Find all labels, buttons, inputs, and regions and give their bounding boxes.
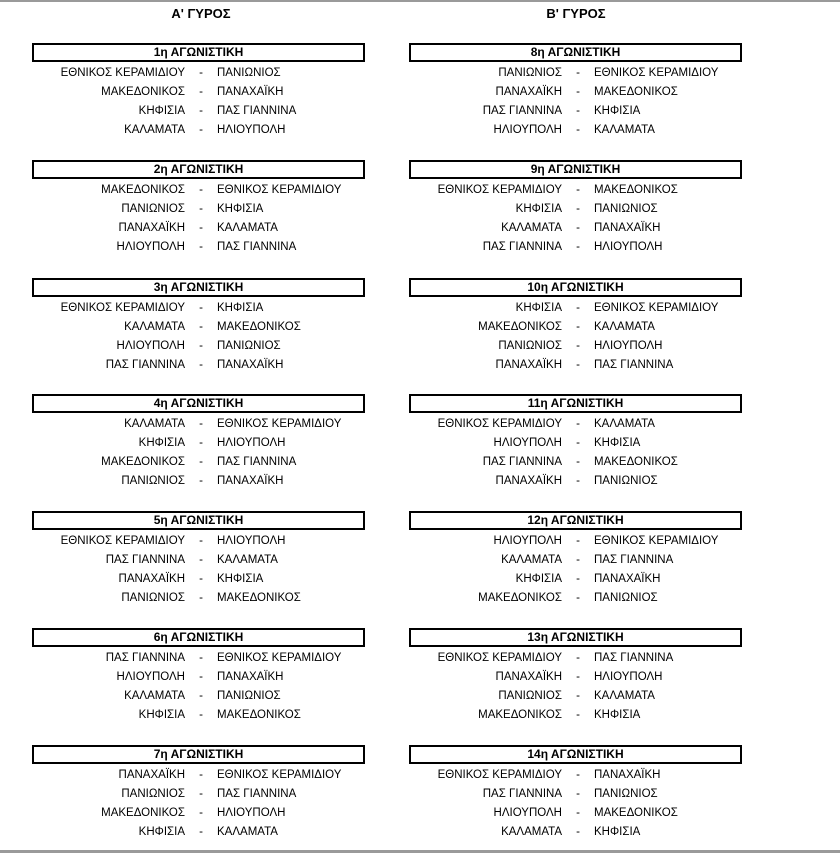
home-team: ΠΑΝΙΩΝΙΟΣ (121, 203, 185, 215)
away-team: ΗΛΙΟΥΠΟΛΗ (217, 437, 286, 449)
home-team: ΕΘΝΙΚΟΣ ΚΕΡΑΜΙΔΙΟΥ (60, 302, 185, 314)
home-team: ΚΗΦΙΣΙΑ (138, 437, 185, 449)
home-team: ΠΑΝΑΧΑΪΚΗ (118, 573, 185, 585)
match-row (409, 65, 809, 81)
match-separator: - (199, 437, 203, 449)
match-separator: - (199, 554, 203, 566)
match-separator: - (199, 184, 203, 196)
match-row (32, 805, 432, 821)
match-row (409, 473, 809, 489)
match-separator: - (199, 418, 203, 430)
matchday-header: 7η ΑΓΩΝΙΣΤΙΚΗ (32, 745, 365, 764)
match-row (32, 669, 432, 685)
match-row (409, 300, 809, 316)
away-team: ΚΑΛΑΜΑΤΑ (217, 222, 278, 234)
home-team: ΠΑΝΑΧΑΪΚΗ (495, 359, 562, 371)
away-team: ΠΑΝΑΧΑΪΚΗ (217, 671, 284, 683)
match-separator: - (576, 826, 580, 838)
home-team: ΗΛΙΟΥΠΟΛΗ (493, 807, 562, 819)
match-separator: - (576, 475, 580, 487)
match-separator: - (199, 652, 203, 664)
match-separator: - (199, 222, 203, 234)
away-team: ΕΘΝΙΚΟΣ ΚΕΡΑΜΙΔΙΟΥ (594, 67, 719, 79)
home-team: ΠΑΝΑΧΑΪΚΗ (118, 769, 185, 781)
match-row (32, 416, 432, 432)
match-separator: - (576, 690, 580, 702)
away-team: ΕΘΝΙΚΟΣ ΚΕΡΑΜΙΔΙΟΥ (217, 418, 342, 430)
match-separator: - (576, 302, 580, 314)
match-row (409, 669, 809, 685)
away-team: ΠΑΝΑΧΑΪΚΗ (594, 769, 661, 781)
home-team: ΠΑΝΑΧΑΪΚΗ (118, 222, 185, 234)
match-separator: - (576, 359, 580, 371)
matchday-header: 13η ΑΓΩΝΙΣΤΙΚΗ (409, 628, 742, 647)
home-team: ΚΗΦΙΣΙΑ (138, 709, 185, 721)
match-row (32, 122, 432, 138)
home-team: ΚΑΛΑΜΑΤΑ (501, 826, 562, 838)
home-team: ΜΑΚΕΔΟΝΙΚΟΣ (478, 321, 562, 333)
match-row (409, 650, 809, 666)
home-team: ΕΘΝΙΚΟΣ ΚΕΡΑΜΙΔΙΟΥ (60, 535, 185, 547)
match-separator: - (199, 535, 203, 547)
away-team: ΕΘΝΙΚΟΣ ΚΕΡΑΜΙΔΙΟΥ (217, 769, 342, 781)
match-row (32, 571, 432, 587)
away-team: ΠΑΝΙΩΝΙΟΣ (594, 475, 658, 487)
away-team: ΚΗΦΙΣΙΑ (594, 437, 641, 449)
home-team: ΚΗΦΙΣΙΑ (515, 302, 562, 314)
match-row (409, 435, 809, 451)
away-team: ΗΛΙΟΥΠΟΛΗ (217, 807, 286, 819)
away-team: ΠΑΝΑΧΑΪΚΗ (217, 359, 284, 371)
match-row (409, 201, 809, 217)
match-separator: - (576, 203, 580, 215)
match-separator: - (199, 475, 203, 487)
home-team: ΗΛΙΟΥΠΟΛΗ (116, 671, 185, 683)
home-team: ΗΛΙΟΥΠΟΛΗ (493, 437, 562, 449)
match-separator: - (199, 769, 203, 781)
home-team: ΗΛΙΟΥΠΟΛΗ (116, 241, 185, 253)
match-row (32, 319, 432, 335)
matchday-header: 3η ΑΓΩΝΙΣΤΙΚΗ (32, 278, 365, 297)
match-row (409, 122, 809, 138)
matchday-header: 11η ΑΓΩΝΙΣΤΙΚΗ (409, 394, 742, 413)
round-title-b: Β' ΓΥΡΟΣ (546, 6, 606, 21)
away-team: ΠΑΝΑΧΑΪΚΗ (594, 222, 661, 234)
away-team: ΚΗΦΙΣΙΑ (217, 302, 264, 314)
home-team: ΠΑΝΙΩΝΙΟΣ (498, 67, 562, 79)
match-row (409, 805, 809, 821)
match-row (32, 201, 432, 217)
match-separator: - (199, 573, 203, 585)
away-team: ΠΑΣ ΓΙΑΝΝΙΝΑ (594, 359, 674, 371)
match-row (32, 590, 432, 606)
away-team: ΗΛΙΟΥΠΟΛΗ (217, 124, 286, 136)
away-team: ΜΑΚΕΔΟΝΙΚΟΣ (594, 86, 678, 98)
home-team: ΠΑΣ ΓΙΑΝΝΙΝΑ (105, 554, 185, 566)
match-separator: - (199, 340, 203, 352)
round-title-a: Α' ΓΥΡΟΣ (171, 6, 231, 21)
away-team: ΜΑΚΕΔΟΝΙΚΟΣ (217, 709, 301, 721)
away-team: ΠΑΣ ΓΙΑΝΝΙΝΑ (594, 554, 674, 566)
match-row (32, 435, 432, 451)
match-row (409, 571, 809, 587)
match-separator: - (576, 86, 580, 98)
match-separator: - (576, 709, 580, 721)
away-team: ΠΑΝΙΩΝΙΟΣ (217, 690, 281, 702)
away-team: ΠΑΝΙΩΝΙΟΣ (217, 340, 281, 352)
match-row (32, 220, 432, 236)
match-row (32, 84, 432, 100)
away-team: ΚΑΛΑΜΑΤΑ (594, 418, 655, 430)
match-separator: - (199, 321, 203, 333)
match-row (32, 65, 432, 81)
match-separator: - (576, 321, 580, 333)
away-team: ΠΑΝΙΩΝΙΟΣ (594, 203, 658, 215)
match-separator: - (199, 241, 203, 253)
match-separator: - (199, 690, 203, 702)
home-team: ΜΑΚΕΔΟΝΙΚΟΣ (101, 184, 185, 196)
match-row (32, 533, 432, 549)
match-separator: - (199, 788, 203, 800)
match-row (32, 552, 432, 568)
matchday-header: 14η ΑΓΩΝΙΣΤΙΚΗ (409, 745, 742, 764)
home-team: ΜΑΚΕΔΟΝΙΚΟΣ (101, 86, 185, 98)
home-team: ΠΑΝΙΩΝΙΟΣ (121, 592, 185, 604)
home-team: ΠΑΣ ΓΙΑΝΝΙΝΑ (105, 652, 185, 664)
home-team: ΠΑΣ ΓΙΑΝΝΙΝΑ (482, 105, 562, 117)
home-team: ΠΑΣ ΓΙΑΝΝΙΝΑ (482, 241, 562, 253)
match-separator: - (576, 807, 580, 819)
away-team: ΕΘΝΙΚΟΣ ΚΕΡΑΜΙΔΙΟΥ (217, 652, 342, 664)
matchday-header: 6η ΑΓΩΝΙΣΤΙΚΗ (32, 628, 365, 647)
away-team: ΠΑΣ ΓΙΑΝΝΙΝΑ (217, 241, 297, 253)
match-row (409, 533, 809, 549)
home-team: ΚΗΦΙΣΙΑ (138, 826, 185, 838)
home-team: ΜΑΚΕΔΟΝΙΚΟΣ (101, 456, 185, 468)
match-separator: - (199, 807, 203, 819)
match-row (409, 707, 809, 723)
match-separator: - (576, 554, 580, 566)
home-team: ΠΑΝΙΩΝΙΟΣ (121, 788, 185, 800)
match-separator: - (576, 105, 580, 117)
home-team: ΗΛΙΟΥΠΟΛΗ (493, 535, 562, 547)
match-separator: - (199, 456, 203, 468)
away-team: ΚΗΦΙΣΙΑ (217, 203, 264, 215)
away-team: ΠΑΝΑΧΑΪΚΗ (217, 86, 284, 98)
home-team: ΠΑΝΑΧΑΪΚΗ (495, 475, 562, 487)
home-team: ΜΑΚΕΔΟΝΙΚΟΣ (101, 807, 185, 819)
match-separator: - (199, 592, 203, 604)
match-row (409, 824, 809, 840)
match-separator: - (576, 437, 580, 449)
match-separator: - (199, 86, 203, 98)
match-row (409, 239, 809, 255)
away-team: ΜΑΚΕΔΟΝΙΚΟΣ (217, 592, 301, 604)
match-separator: - (576, 671, 580, 683)
home-team: ΚΑΛΑΜΑΤΑ (124, 321, 185, 333)
match-row (32, 239, 432, 255)
match-row (409, 338, 809, 354)
home-team: ΚΑΛΑΜΑΤΑ (124, 124, 185, 136)
away-team: ΗΛΙΟΥΠΟΛΗ (594, 340, 663, 352)
match-separator: - (576, 67, 580, 79)
matchday-header: 4η ΑΓΩΝΙΣΤΙΚΗ (32, 394, 365, 413)
home-team: ΠΑΝΙΩΝΙΟΣ (121, 475, 185, 487)
away-team: ΚΑΛΑΜΑΤΑ (594, 124, 655, 136)
match-separator: - (576, 241, 580, 253)
home-team: ΠΑΝΙΩΝΙΟΣ (498, 340, 562, 352)
match-separator: - (576, 124, 580, 136)
home-team: ΕΘΝΙΚΟΣ ΚΕΡΑΜΙΔΙΟΥ (60, 67, 185, 79)
away-team: ΠΑΝΑΧΑΪΚΗ (217, 475, 284, 487)
away-team: ΠΑΝΙΩΝΙΟΣ (217, 67, 281, 79)
match-separator: - (199, 302, 203, 314)
away-team: ΠΑΣ ΓΙΑΝΝΙΝΑ (217, 105, 297, 117)
match-row (409, 357, 809, 373)
away-team: ΜΑΚΕΔΟΝΙΚΟΣ (217, 321, 301, 333)
away-team: ΗΛΙΟΥΠΟΛΗ (217, 535, 286, 547)
away-team: ΜΑΚΕΔΟΝΙΚΟΣ (594, 807, 678, 819)
match-row (32, 473, 432, 489)
matchday-header: 12η ΑΓΩΝΙΣΤΙΚΗ (409, 511, 742, 530)
away-team: ΠΑΝΙΩΝΙΟΣ (594, 592, 658, 604)
home-team: ΠΑΣ ΓΙΑΝΝΙΝΑ (482, 456, 562, 468)
match-row (409, 786, 809, 802)
match-separator: - (576, 222, 580, 234)
home-team: ΠΑΣ ΓΙΑΝΝΙΝΑ (105, 359, 185, 371)
away-team: ΗΛΙΟΥΠΟΛΗ (594, 671, 663, 683)
match-row (32, 182, 432, 198)
match-separator: - (199, 203, 203, 215)
match-row (32, 650, 432, 666)
away-team: ΕΘΝΙΚΟΣ ΚΕΡΑΜΙΔΙΟΥ (217, 184, 342, 196)
home-team: ΚΑΛΑΜΑΤΑ (501, 222, 562, 234)
away-team: ΚΑΛΑΜΑΤΑ (594, 321, 655, 333)
match-separator: - (576, 788, 580, 800)
home-team: ΠΑΝΑΧΑΪΚΗ (495, 86, 562, 98)
home-team: ΕΘΝΙΚΟΣ ΚΕΡΑΜΙΔΙΟΥ (437, 769, 562, 781)
match-row (409, 688, 809, 704)
top-page-border (0, 0, 840, 2)
home-team: ΗΛΙΟΥΠΟΛΗ (116, 340, 185, 352)
home-team: ΗΛΙΟΥΠΟΛΗ (493, 124, 562, 136)
matchday-header: 8η ΑΓΩΝΙΣΤΙΚΗ (409, 43, 742, 62)
match-separator: - (199, 67, 203, 79)
match-row (32, 103, 432, 119)
home-team: ΚΗΦΙΣΙΑ (515, 203, 562, 215)
home-team: ΕΘΝΙΚΟΣ ΚΕΡΑΜΙΔΙΟΥ (437, 652, 562, 664)
home-team: ΜΑΚΕΔΟΝΙΚΟΣ (478, 709, 562, 721)
matchday-header: 5η ΑΓΩΝΙΣΤΙΚΗ (32, 511, 365, 530)
match-row (409, 319, 809, 335)
away-team: ΠΑΝΑΧΑΪΚΗ (594, 573, 661, 585)
match-row (32, 707, 432, 723)
match-row (409, 84, 809, 100)
home-team: ΜΑΚΕΔΟΝΙΚΟΣ (478, 592, 562, 604)
match-separator: - (199, 105, 203, 117)
match-separator: - (576, 535, 580, 547)
match-row (32, 824, 432, 840)
away-team: ΚΗΦΙΣΙΑ (594, 826, 641, 838)
match-separator: - (199, 124, 203, 136)
home-team: ΚΑΛΑΜΑΤΑ (501, 554, 562, 566)
match-row (32, 786, 432, 802)
away-team: ΠΑΣ ΓΙΑΝΝΙΝΑ (217, 456, 297, 468)
away-team: ΗΛΙΟΥΠΟΛΗ (594, 241, 663, 253)
away-team: ΜΑΚΕΔΟΝΙΚΟΣ (594, 184, 678, 196)
matchday-header: 9η ΑΓΩΝΙΣΤΙΚΗ (409, 160, 742, 179)
match-separator: - (576, 769, 580, 781)
match-row (409, 767, 809, 783)
home-team: ΚΗΦΙΣΙΑ (515, 573, 562, 585)
match-row (409, 552, 809, 568)
match-separator: - (576, 340, 580, 352)
match-row (409, 416, 809, 432)
home-team: ΠΑΝΑΧΑΪΚΗ (495, 671, 562, 683)
match-separator: - (576, 456, 580, 468)
away-team: ΕΘΝΙΚΟΣ ΚΕΡΑΜΙΔΙΟΥ (594, 535, 719, 547)
match-separator: - (576, 573, 580, 585)
match-row (409, 220, 809, 236)
match-row (32, 300, 432, 316)
match-row (409, 103, 809, 119)
matchday-header: 2η ΑΓΩΝΙΣΤΙΚΗ (32, 160, 365, 179)
away-team: ΠΑΝΙΩΝΙΟΣ (594, 788, 658, 800)
match-row (409, 182, 809, 198)
match-row (32, 688, 432, 704)
match-separator: - (199, 709, 203, 721)
match-separator: - (199, 359, 203, 371)
home-team: ΕΘΝΙΚΟΣ ΚΕΡΑΜΙΔΙΟΥ (437, 418, 562, 430)
home-team: ΠΑΝΙΩΝΙΟΣ (498, 690, 562, 702)
match-separator: - (576, 184, 580, 196)
away-team: ΚΑΛΑΜΑΤΑ (217, 554, 278, 566)
match-row (32, 454, 432, 470)
away-team: ΚΑΛΑΜΑΤΑ (217, 826, 278, 838)
match-separator: - (576, 652, 580, 664)
home-team: ΠΑΣ ΓΙΑΝΝΙΝΑ (482, 788, 562, 800)
match-separator: - (576, 418, 580, 430)
match-separator: - (199, 671, 203, 683)
away-team: ΚΗΦΙΣΙΑ (594, 709, 641, 721)
matchday-header: 1η ΑΓΩΝΙΣΤΙΚΗ (32, 43, 365, 62)
home-team: ΚΑΛΑΜΑΤΑ (124, 690, 185, 702)
match-row (32, 767, 432, 783)
away-team: ΚΗΦΙΣΙΑ (217, 573, 264, 585)
home-team: ΕΘΝΙΚΟΣ ΚΕΡΑΜΙΔΙΟΥ (437, 184, 562, 196)
away-team: ΕΘΝΙΚΟΣ ΚΕΡΑΜΙΔΙΟΥ (594, 302, 719, 314)
match-row (32, 338, 432, 354)
match-row (32, 357, 432, 373)
matchday-header: 10η ΑΓΩΝΙΣΤΙΚΗ (409, 278, 742, 297)
home-team: ΚΗΦΙΣΙΑ (138, 105, 185, 117)
away-team: ΚΑΛΑΜΑΤΑ (594, 690, 655, 702)
match-separator: - (576, 592, 580, 604)
away-team: ΠΑΣ ΓΙΑΝΝΙΝΑ (594, 652, 674, 664)
match-row (409, 590, 809, 606)
away-team: ΚΗΦΙΣΙΑ (594, 105, 641, 117)
home-team: ΚΑΛΑΜΑΤΑ (124, 418, 185, 430)
match-separator: - (199, 826, 203, 838)
match-row (409, 454, 809, 470)
away-team: ΜΑΚΕΔΟΝΙΚΟΣ (594, 456, 678, 468)
away-team: ΠΑΣ ΓΙΑΝΝΙΝΑ (217, 788, 297, 800)
